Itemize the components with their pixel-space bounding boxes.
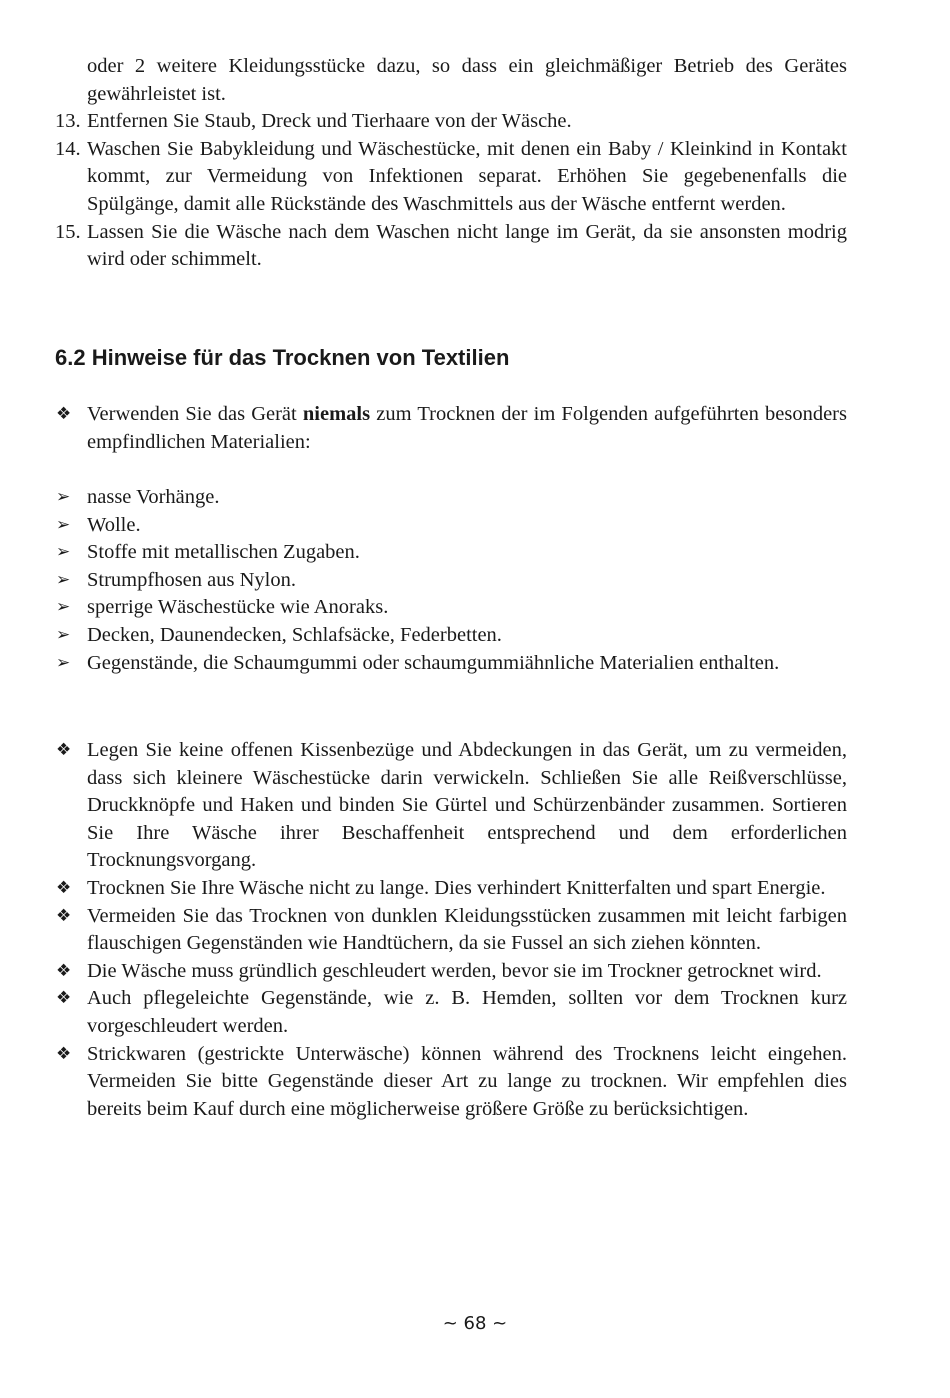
arrow-item-text: Strumpfhosen aus Nylon. <box>87 568 296 591</box>
arrow-bullet-icon: ➢ <box>56 652 71 673</box>
item-text: Lassen Sie die Wäsche nach dem Waschen nicht lange im Gerät, da sie ansonsten modrig wird oder schimmelt. <box>87 220 847 271</box>
arrow-item-text: nasse Vorhänge. <box>87 486 220 508</box>
list-item-13 <box>55 108 847 136</box>
numbered-list <box>55 53 847 274</box>
diamond-item-text: Strickwaren (gestrickte Unterwäsche) können während des Trocknens leicht eingehen. Vermeiden Sie bitte Gegenstände dieser Art zu lange zu trocknen. Wir empfehlen dies bereits beim Kauf durch eine möglicherweise größere Größe zu berücksichtigen. <box>87 1042 847 1120</box>
arrow-bullet-icon: ➢ <box>56 597 71 618</box>
diamond-item <box>55 903 847 958</box>
arrow-item <box>55 512 847 540</box>
intro-paragraph <box>55 401 847 456</box>
arrow-bullet-icon: ➢ <box>56 487 71 507</box>
list-continuation <box>55 53 847 108</box>
diamond-item-text: Legen Sie keine offenen Kissenbezüge und Abdeckungen in das Gerät, um zu vermeiden, dass sich kleinere Wäschestücke darin verwickeln. Schließen Sie alle Reißverschlüsse, Druckknöpfe und Haken und binden Sie Gürtel und Schürzenbänder zusammen. Sortieren Sie Ihre Wäsche ihrer Beschaffenheit entsprechend und dem erforderlichen Trocknungsvorgang. <box>87 739 847 872</box>
list-item-14 <box>55 136 847 219</box>
diamond-item <box>55 737 847 875</box>
arrow-item-text: Wolle. <box>87 513 141 536</box>
diamond-item-text: Auch pflegeleichte Gegenstände, wie z. B. Hemden, sollten vor dem Trocknen kurz vorgeschleudert werden. <box>87 987 847 1037</box>
diamond-item-text: Trocknen Sie Ihre Wäsche nicht zu lange. Dies verhindert Knitterfalten und spart Energie. <box>87 876 826 899</box>
arrow-item <box>55 484 847 512</box>
arrow-item <box>55 567 847 595</box>
arrow-item <box>55 650 847 678</box>
item-number: 13. <box>55 110 81 133</box>
diamond-bullet-icon: ❖ <box>56 877 72 898</box>
arrow-item <box>55 594 847 622</box>
arrow-item-text: Gegenstände, die Schaumgummi oder schaumgummiähnliche Materialien enthalten. <box>87 651 780 674</box>
page-number: ~ 68 ~ <box>442 1313 508 1334</box>
arrow-bullet-icon: ➢ <box>56 514 71 535</box>
diamond-bullet-icon: ❖ <box>56 905 72 926</box>
arrow-bullet-icon: ➢ <box>56 542 71 563</box>
item-text: Waschen Sie Babykleidung und Wäschestücke, mit denen ein Baby / Kleinkind in Kontakt kommt, zur Vermeidung von Infektionen separat. Erhöhen Sie gegebenenfalls die Spülgänge, damit alle Rückstände des Waschmittels aus der Wäsche entfernt werden. <box>87 137 847 215</box>
arrow-item-text: Stoffe mit metallischen Zugaben. <box>87 541 360 564</box>
continuation-text: oder 2 weitere Kleidungsstücke dazu, so dass ein gleichmäßiger Betrieb des Gerätes gewährleistet ist. <box>87 55 847 105</box>
diamond-item <box>55 875 847 903</box>
diamond-bullet-icon: ❖ <box>56 404 72 424</box>
arrow-list <box>55 484 847 677</box>
diamond-list <box>55 737 847 1123</box>
diamond-bullet-icon: ❖ <box>56 740 72 760</box>
arrow-item-text: Decken, Daunendecken, Schlafsäcke, Federbetten. <box>87 623 502 646</box>
intro-text-before: Verwenden Sie das Gerät <box>87 403 303 425</box>
diamond-item <box>55 401 847 456</box>
list-item-15 <box>55 219 847 274</box>
diamond-bullet-icon: ❖ <box>56 988 72 1009</box>
diamond-item <box>55 985 847 1040</box>
intro-text-after: zum Trocknen der im Folgenden aufgeführten besonders empfindlichen Materialien: <box>87 403 847 453</box>
arrow-item-text: sperrige Wäschestücke wie Anoraks. <box>87 596 389 619</box>
item-number: 15. <box>55 220 81 243</box>
arrow-bullet-icon: ➢ <box>56 624 71 645</box>
diamond-bullet-icon: ❖ <box>56 960 72 981</box>
diamond-item <box>55 958 847 986</box>
diamond-item-text: Die Wäsche muss gründlich geschleudert werden, bevor sie im Trockner getrocknet wird. <box>87 959 822 982</box>
arrow-item <box>55 622 847 650</box>
item-text: Entfernen Sie Staub, Dreck und Tierhaare von der Wäsche. <box>87 110 572 133</box>
arrow-item <box>55 539 847 567</box>
diamond-bullet-icon: ❖ <box>56 1043 72 1064</box>
intro-text-bold: niemals <box>302 403 371 425</box>
section-heading: 6.2 Hinweise für das Trocknen von Textilien <box>55 345 510 370</box>
diamond-item-text: Vermeiden Sie das Trocknen von dunklen Kleidungsstücken zusammen mit leicht farbigen flauschigen Gegenständen wie Handtüchern, da sie Fussel an sich ziehen könnten. <box>87 904 847 955</box>
arrow-bullet-icon: ➢ <box>56 569 71 590</box>
diamond-item <box>55 1041 847 1124</box>
item-number: 14. <box>55 137 81 160</box>
